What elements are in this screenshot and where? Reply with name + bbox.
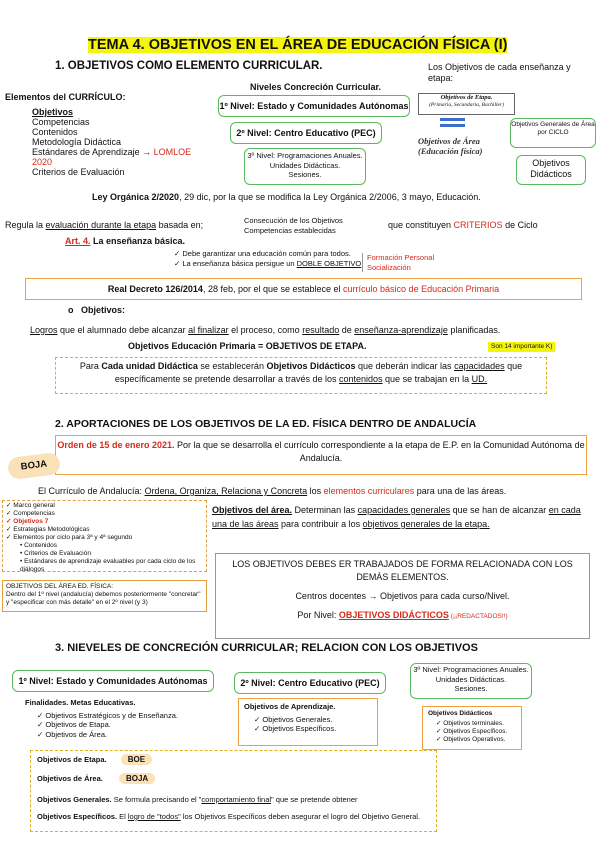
s3-nivel-2-box: 2º Nivel: Centro Educativo (PEC) <box>234 672 386 694</box>
aprendizaje-item: Objetivos Específicos. <box>262 724 337 733</box>
finalidades-item: Objetivos de Etapa. <box>45 720 111 729</box>
check-icon: ✓ <box>174 249 183 258</box>
que-a: que constituyen <box>388 220 454 230</box>
logros-line <box>30 325 500 336</box>
etapa-line <box>37 755 152 765</box>
cur-red: elementos curriculares <box>323 486 415 496</box>
regula-a: Regula la <box>5 220 46 230</box>
etapa-card-title: Objetivos de Etapa. <box>440 94 493 101</box>
title-text: TEMA 4. OBJETIVOS EN EL ÁREA DE EDUCACIÓN FÍSICA (I) <box>88 37 508 53</box>
finalidades-item: Objetivos de Área. <box>45 729 108 739</box>
competencias: Competencias establecidas <box>244 225 336 235</box>
regula-u: evaluación durante la etapa <box>45 220 157 230</box>
gen-a: Objetivos Generales. <box>37 795 112 804</box>
list-item: Marco general <box>13 502 55 509</box>
aprendizaje-item: Objetivos Generales. <box>262 714 333 724</box>
oa-cada: en cada una de las áreas <box>212 505 581 529</box>
s3-nivel-1-box: 1º Nivel: Estado y Comunidades Autónomas <box>12 670 214 692</box>
generales-ciclo-box: Objetivos Generales de Área por CICLO <box>510 118 596 148</box>
section-2-heading: 2. APORTACIONES DE LOS OBJETIVOS DE LA ED. FÍSICA DENTRO DE ANDALUCÍA <box>55 418 477 430</box>
objetivos-ensenanza-title: Los Objetivos de cada enseñanza y etapa: <box>428 62 571 83</box>
oa-b: Determinan las <box>292 505 358 515</box>
check-icon: ✓ <box>254 724 263 733</box>
boja-small-badge: BOJA <box>119 773 155 784</box>
objetivos-label: o Objetivos: <box>68 305 126 315</box>
esp-u: logro de "todos" <box>127 812 181 821</box>
check-icon: ✓ <box>436 720 444 727</box>
check-1: Debe garantizar una educación común para todos. <box>182 249 351 258</box>
didacticos-list-box <box>422 706 522 750</box>
elementos-item: Metodología Didáctica <box>32 137 122 147</box>
s3-nivel-3-box <box>410 663 532 699</box>
etapa-card-sub: (Primaria, Secundaria, Bachiller) <box>429 102 504 108</box>
oa-c: que se han de alcanzar <box>450 505 549 515</box>
logros-d: de <box>339 325 355 335</box>
list-item: Competencias <box>13 510 55 517</box>
nivel-3-line: Sesiones. <box>288 170 322 179</box>
nivel-1-box: 1º Nivel: Estado y Comunidades Autónomas <box>218 95 410 117</box>
objetivos-area-ef-title: OBJETIVOS DEL ÁREA ED. FÍSICA: <box>6 583 114 590</box>
curriculo-list-box: ✓ Marco general ✓ Competencias ✓ Objetivos 7 ✓ Estrategias Metodológicas ✓ Elementos por ciclo para 3ª y 4ª segundo • Contenidos • Criterios de Evaluación • Estándares de aprendizaje evaluables por cada ciclo de los diálogos <box>2 500 207 572</box>
oep-line: Objetivos Educación Primaria = OBJETIVOS DE ETAPA. <box>128 341 367 351</box>
esp-a: Objetivos Específicos. <box>37 812 118 821</box>
ley-bold: Ley Orgánica 2/2020 <box>92 192 180 202</box>
real-decreto-box <box>25 278 582 300</box>
centros-docentes-text: Centros docentes → Objetivos para cada curso/Nivel. <box>295 591 510 601</box>
check-icon: ✓ <box>37 710 46 720</box>
list-item: Estrategias Metodológicas <box>13 526 90 533</box>
check-icon: ✓ <box>436 736 444 743</box>
art4: Art. 4. <box>65 236 91 246</box>
rd-bold: Real Decreto 126/2014 <box>107 284 203 294</box>
didacticos-box: Objetivos Didácticos <box>516 155 586 185</box>
aprendizaje-box <box>238 698 378 746</box>
oa-cap: capacidades generales <box>357 505 451 515</box>
cur-b: los <box>307 486 324 496</box>
logros: Logros <box>30 325 58 335</box>
check-icon: ✓ <box>436 728 444 735</box>
logros-ea: enseñanza-aprendizaje <box>354 325 448 335</box>
nivel-3-box <box>244 148 366 185</box>
elementos-item: Contenidos <box>32 127 78 137</box>
check-icon: ✓ <box>254 714 263 724</box>
logros-c: el proceso, como <box>228 325 303 335</box>
que-b: de Ciclo <box>502 220 538 230</box>
ensenanza-basica: La enseñanza básica. <box>90 236 186 246</box>
para-c: que deberán indicar las <box>355 361 455 371</box>
objetivos-area-text <box>212 503 592 531</box>
para-e: que se trabajan en la <box>382 374 472 384</box>
que-line <box>388 220 538 231</box>
logros-e: planificadas. <box>447 325 501 335</box>
para-b: se establecerán <box>197 361 267 371</box>
nivel-3-line: 3º Nivel: Programaciones Anuales. <box>247 151 363 160</box>
objetivos-label-text: Objetivos <box>81 305 123 315</box>
area-card <box>418 136 498 162</box>
regula-line <box>5 220 203 231</box>
art4-line <box>65 236 185 247</box>
para-od: Objetivos Didácticos <box>266 361 356 371</box>
criterios: CRITERIOS <box>453 220 503 230</box>
curriculo-andalucia-line <box>38 486 506 497</box>
por-nivel: Por Nivel: <box>297 610 339 620</box>
equals-bar <box>440 118 465 121</box>
elementos-item: Criterios de Evaluación <box>32 167 125 177</box>
list-item: Estándares de aprendizaje evaluables por cada ciclo de los diálogos <box>20 558 196 573</box>
objetivos-area-ef-text: Dentro del 1º nivel (andalucía) debemos posteriormente "concretar" y "especificar con más detalle" en el 2º nivel (y 3) <box>6 591 201 606</box>
s3-nivel-3-line: 3º Nivel: Programaciones Anuales. <box>413 665 529 674</box>
check-2b: DOBLE OBJETIVO <box>296 258 362 268</box>
rd-rest: , 28 feb, por el que se establece el <box>202 284 344 294</box>
gen-u: comportamiento final <box>201 795 272 804</box>
etapa-label: Objetivos de Etapa. <box>37 755 107 764</box>
doble-objetivo <box>362 253 434 272</box>
finalidades-block <box>25 698 178 739</box>
esp-c: los Objetivos Específicos deben asegurar el logro del Objetivo General. <box>180 812 421 821</box>
elementos-title: Elementos del CURRÍCULO: <box>5 92 126 102</box>
socializacion: Socialización <box>367 262 411 272</box>
check-icon: ✓ <box>174 258 183 268</box>
didacticos-item: Objetivos Específicos. <box>443 728 508 735</box>
especificos-line <box>37 812 420 822</box>
check-icon: ✓ <box>37 720 46 729</box>
logros-b: que el alumnado debe alcanzar <box>57 325 189 335</box>
list-item: Criterios de Evaluación <box>24 550 91 557</box>
list-item: Contenidos <box>24 542 57 549</box>
elementos-item: Objetivos <box>32 107 74 117</box>
gen-c: " que se pretende obtener <box>271 795 358 804</box>
para-d: que específicamente se pretende desarrollar a través de los <box>114 361 523 384</box>
objetivos-area-ef-box <box>2 580 207 612</box>
finalidades-item: Objetivos Estratégicos y de Enseñanza. <box>45 710 178 720</box>
niveles-title: Niveles Concreción Curricular. <box>250 82 382 92</box>
didacticos-title: Objetivos Didácticos <box>428 710 493 717</box>
nivel-2-box: 2º Nivel: Centro Educativo (PEC) <box>230 122 382 144</box>
finalidades-title: Finalidades. Metas Educativas. <box>25 698 136 707</box>
s3-nivel-3-line: Sesiones. <box>454 684 488 693</box>
logros-res: resultado <box>302 325 340 335</box>
s3-nivel-3-line: Unidades Didácticas. <box>435 674 507 684</box>
para-ud: UD. <box>471 374 488 384</box>
checks-block <box>174 249 361 268</box>
area-line <box>37 774 155 784</box>
didacticos-item: Objetivos terminales. <box>443 720 504 727</box>
relacionada-text: LOS OBJETIVOS DEBES ER TRABAJADOS DE FORMA RELACIONADA CON LOS DEMÁS ELEMENTOS. <box>232 559 573 582</box>
para-cud: Cada unidad Didáctica <box>101 361 198 371</box>
equals-bar <box>440 124 465 127</box>
area-card-sub: (Educación física) <box>418 146 483 156</box>
consecucion-block <box>244 216 343 235</box>
esp-b: El <box>117 812 128 821</box>
son-14-note: Son 14 importante K) <box>488 342 555 352</box>
area-card-title: Objetivos de Área <box>418 136 480 146</box>
para-cada-ud-box <box>55 357 547 394</box>
oa-gen: objetivos generales de la etapa. <box>362 519 490 529</box>
page-title <box>88 36 507 54</box>
logros-al: al finalizar <box>188 325 229 335</box>
elementos-item: Competencias <box>32 117 90 127</box>
relacionada-box <box>215 553 590 639</box>
check-icon: ✓ <box>6 526 14 533</box>
check-icon: ✓ <box>6 518 14 525</box>
formacion-personal: Formación Personal <box>367 253 435 262</box>
para-cont: contenidos <box>339 374 383 384</box>
check-icon: ✓ <box>6 510 14 517</box>
regula-b: basada en; <box>156 220 204 230</box>
redactados: (¡¡REDACTADOS!!) <box>448 613 508 620</box>
orden-rest: Por la que se desarrolla el currículo correspondiente a la etapa de E.P. en la Comunidad Autónoma de Andalucía. <box>174 440 585 463</box>
nivel-3-line: Unidades Didácticas. <box>269 160 341 170</box>
orden-box <box>55 435 587 475</box>
generales-line <box>37 795 358 805</box>
boe-badge: BOE <box>121 754 152 765</box>
objetivos-didacticos: OBJETIVOS DIDÁCTICOS <box>338 610 449 620</box>
check-icon: ✓ <box>37 729 46 739</box>
boja-badge: BOJA <box>7 452 61 480</box>
cur-a: El Currículo de Andalucía: <box>38 486 145 496</box>
elementos-curriculo <box>5 92 210 177</box>
ley-organica-line <box>92 192 481 203</box>
cur-o: Ordena, Organiza, Relaciona y Concreta <box>144 486 308 496</box>
list-item: Elementos por ciclo para 3ª y 4ª segundo <box>13 534 133 541</box>
check-2a: La enseñanza básica persigue un <box>182 258 297 268</box>
list-item: Objetivos 7 <box>13 518 49 525</box>
check-icon: ✓ <box>6 502 14 509</box>
etapa-card <box>418 93 515 115</box>
didacticos-item: Objetivos Operativos. <box>443 736 506 743</box>
cur-c: para una de las áreas. <box>414 486 507 496</box>
check-icon: ✓ <box>6 534 14 541</box>
rd-red: currículo básico de Educación Primaria <box>343 284 500 294</box>
section-1-heading: 1. OBJETIVOS COMO ELEMENTO CURRICULAR. <box>55 60 323 72</box>
oa-u: Objetivos del área. <box>212 505 293 515</box>
consecucion: Consecución de los Objetivos <box>244 216 343 225</box>
bullet-icon: o <box>68 305 81 315</box>
elementos-item: Estándares de Aprendizaje → <box>32 147 152 157</box>
oa-d: para contribuir a los <box>278 519 363 529</box>
para-cap: capacidades <box>454 361 505 371</box>
ley-rest: , 29 dic, por la que se modifica la Ley Orgánica 2/2006, 3 mayo, Educación. <box>179 192 481 202</box>
section-3-heading: 3. NIEVELES DE CONCRECIÓN CURRICULAR; RELACION CON LOS OBJETIVOS <box>55 642 478 654</box>
lomloe-label: LOMLOE 2020 <box>32 147 192 167</box>
para-a: Para <box>79 361 102 371</box>
aprendizaje-title: Objetivos de Aprendizaje. <box>244 702 336 711</box>
area-label: Objetivos de Área. <box>37 774 103 783</box>
gen-b: Se formula precisando el " <box>111 795 202 804</box>
orden-red: Orden de 15 de enero 2021. <box>57 440 175 450</box>
